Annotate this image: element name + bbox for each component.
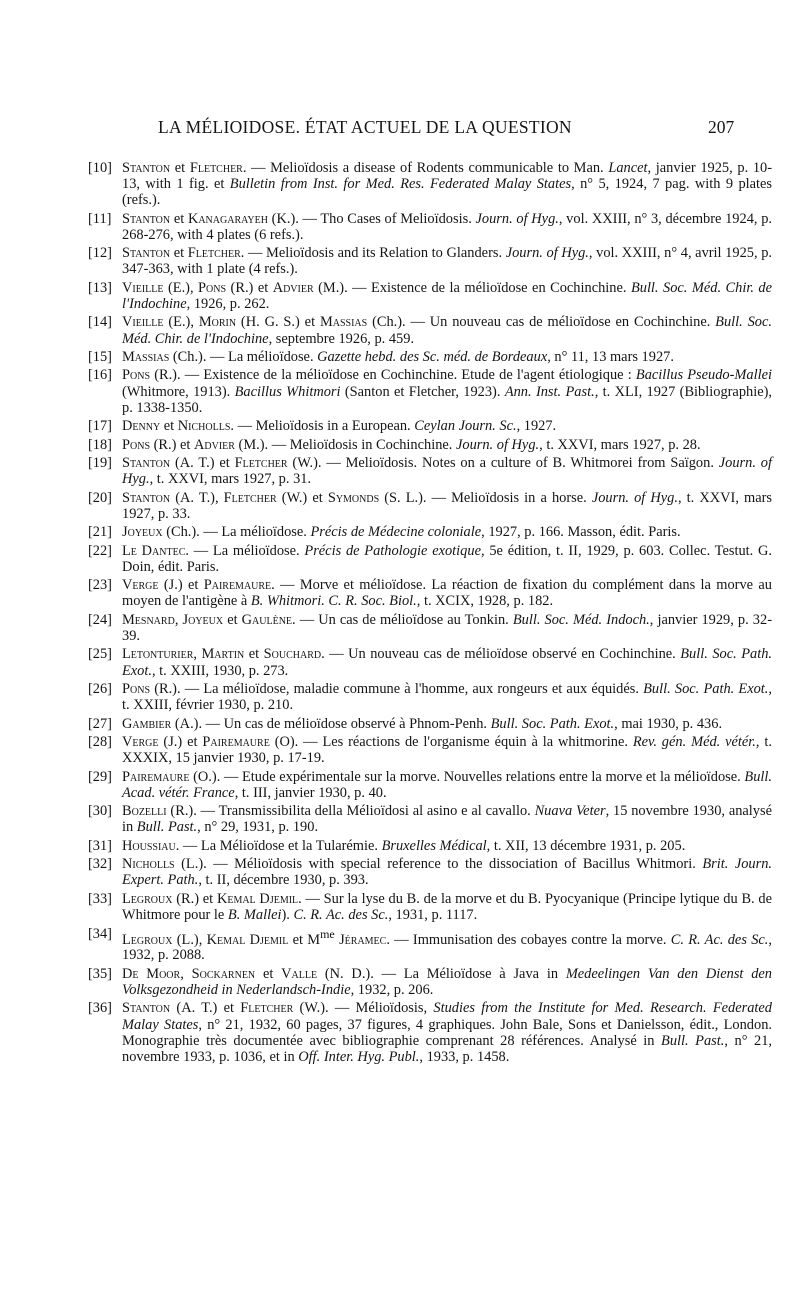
reference-entry <box>90 245 772 277</box>
author-name: Stanton <box>122 455 171 472</box>
author-name: Fletcher <box>240 1000 294 1017</box>
reference-number: [11] <box>88 210 112 227</box>
author-name: Pairemaure <box>203 577 272 594</box>
reference-text: (R.). — La mélioïdose, maladie commune à l'homme, aux rongeurs et aux équidés. <box>150 681 644 698</box>
publication-title: Nuava Veter <box>534 803 606 820</box>
reference-text: (N. D.). — La Mélioïdose à Java in <box>317 965 566 982</box>
author-name: Martin <box>201 646 245 663</box>
reference-text: et <box>255 965 282 982</box>
reference-text: , t. II, décembre 1930, p. 393. <box>198 872 369 889</box>
reference-number: [23] <box>88 577 112 594</box>
reference-number: [10] <box>88 160 112 176</box>
reference-number: [26] <box>88 681 112 698</box>
reference-text: (E.), <box>163 279 199 296</box>
reference-text: , mai 1930, p. 436. <box>614 715 723 732</box>
publication-title: Bull. Past. <box>136 819 198 836</box>
publication-title: Gazette hebd. des Sc. méd. de Bordeaux <box>317 348 548 365</box>
reference-text: (Whitmore, 1913). <box>122 383 235 400</box>
reference-entry <box>90 1000 772 1064</box>
author-name: Advier <box>193 436 235 453</box>
reference-text: (K.). — Tho Cases of Melioïdosis. <box>267 210 476 227</box>
publication-title: Journ. of Hyg. <box>122 455 772 488</box>
author-name: Advier <box>272 279 314 296</box>
reference-text: , 1932, p. 2088. <box>122 931 772 964</box>
author-name: Joyeux <box>182 611 224 628</box>
author-name: Kanagarayeh <box>187 210 268 227</box>
reference-entry <box>90 211 772 243</box>
author-name: Souchard <box>263 646 322 663</box>
page-number: 207 <box>708 117 735 137</box>
reference-text: . — La mélioïdose. <box>185 542 305 559</box>
reference-entry <box>90 314 772 346</box>
reference-number: [17] <box>88 418 112 435</box>
reference-entry <box>90 646 772 678</box>
author-name: Kemal Djemil <box>216 890 299 907</box>
publication-title: Bacillus Whitmori <box>234 383 341 400</box>
reference-text: (M.). — Existence de la mélioïdose en Cochinchine. <box>313 279 631 296</box>
reference-entry <box>90 524 772 540</box>
author-name: Nicholls <box>122 856 175 873</box>
publication-title: B. Mallei <box>227 907 282 924</box>
author-name: Valle <box>281 965 318 982</box>
reference-entry <box>90 838 772 854</box>
reference-number: [24] <box>88 611 112 628</box>
author-name: Bozelli <box>122 803 167 820</box>
publication-title: Journ. of Hyg. <box>505 245 589 262</box>
reference-text: . — Melioïdosis and its Relation to Glanders. <box>240 245 506 262</box>
reference-entry <box>90 543 772 575</box>
author-name: Mesnard <box>122 611 175 628</box>
reference-entry <box>90 681 772 713</box>
reference-number: [33] <box>88 890 112 907</box>
reference-text: . — Morve et mélioïdose. La réaction de fixation du complément dans la morve au moyen de l'antigène à <box>122 577 772 610</box>
publication-title: Off. Inter. Hyg. Publ. <box>298 1048 420 1065</box>
reference-number: [13] <box>88 279 112 296</box>
publication-title: Studies from the Institute for Med. Research. Federated Malay States <box>122 1000 772 1033</box>
author-name: Stanton <box>122 489 171 506</box>
publication-title: Bull. Acad. vétér. France <box>122 768 772 801</box>
reference-entry <box>90 577 772 609</box>
reference-text: (Ch.). — La mélioïdose. <box>169 348 318 365</box>
reference-text: , t. XXVI, mars 1927, p. 31. <box>149 471 312 488</box>
reference-text: , n° 21, novembre 1933, p. 1036, et in <box>122 1032 773 1065</box>
reference-text: et <box>170 210 188 227</box>
reference-text: , t. XXVI, mars 1927, p. 33. <box>122 489 773 522</box>
author-name: Morin <box>198 314 237 331</box>
author-name: Denny <box>122 418 161 435</box>
reference-text: (L.). — Mélioïdosis with special reference to the dissociation of Bacillus Whitmori. <box>174 856 703 873</box>
reference-list <box>90 160 772 1067</box>
superscript-text: me <box>320 926 335 941</box>
author-name: Fletcher <box>234 455 288 472</box>
reference-entry <box>90 349 772 365</box>
reference-text: , n° 21, 1932, 60 pages, 37 figures, 4 graphiques. John Bale, Sons et Danielsson, édit., London. Monographie très documentée avec bibliographie comprenant 28 références. Analysé in <box>122 1016 772 1049</box>
running-header <box>0 117 800 141</box>
publication-title: Journ. of Hyg. <box>455 436 540 453</box>
author-name: Stanton <box>122 160 171 176</box>
reference-number: [35] <box>88 965 112 982</box>
reference-text: , janvier 1925, p. 10-13, with 1 fig. et <box>122 160 772 193</box>
publication-title: Bull. Soc. Path. Exot. <box>643 681 769 698</box>
reference-entry <box>90 734 772 766</box>
author-name: Fletcher <box>189 160 243 176</box>
author-name: Pons <box>122 681 151 698</box>
reference-text: et M <box>288 931 321 948</box>
publication-title: Précis de Médecine coloniale <box>310 524 482 541</box>
reference-number: [34] <box>88 925 112 942</box>
reference-text: , <box>174 611 183 628</box>
reference-entry <box>90 280 772 312</box>
reference-text: , janvier 1929, p. 32-39. <box>122 611 772 644</box>
reference-number: [19] <box>88 455 112 472</box>
reference-text: (J.) et <box>158 577 204 594</box>
reference-entry <box>90 926 772 964</box>
reference-text: (R.) et <box>150 436 194 453</box>
reference-text: , t. XXVI, mars 1927, p. 28. <box>539 436 701 453</box>
reference-number: [30] <box>88 803 112 820</box>
publication-title: Bull. Soc. Path. Exot. <box>490 715 615 732</box>
reference-number: [16] <box>88 367 112 384</box>
publication-title: B. Whitmori. C. R. Soc. Biol. <box>250 593 417 610</box>
publication-title: Bulletin from Inst. for Med. Res. Federated Malay States <box>229 176 572 193</box>
reference-text: , 5e édition, t. II, 1929, p. 603. Collec. Testut. G. Doin, édit. Paris. <box>122 542 772 575</box>
author-name: Fletcher <box>223 489 277 506</box>
publication-title: Journ. of Hyg. <box>475 210 559 227</box>
publication-title: Bull. Past. <box>661 1032 725 1049</box>
reference-text: (W.). — Mélioïdosis, <box>293 1000 434 1017</box>
reference-number: [25] <box>88 646 112 663</box>
reference-text: . — La Mélioïdose et la Tularémie. <box>175 837 382 854</box>
publication-title: Rev. gén. Méd. vétér. <box>632 734 756 751</box>
reference-text: (J.) et <box>158 734 203 751</box>
reference-text: (R.) et <box>172 890 217 907</box>
reference-number: [20] <box>88 489 112 506</box>
reference-text: (O.). — Etude expérimentale sur la morve. Nouvelles relations entre la morve et la mélioïdose. <box>189 768 745 785</box>
author-name: Legroux <box>122 890 173 907</box>
reference-text: (R.). — Transmissibilita della Mélioïdosi al asino e al cavallo. <box>166 803 535 820</box>
author-name: Gambier <box>122 715 172 732</box>
reference-number: [28] <box>88 734 112 751</box>
reference-text: , 1931, p. 1117. <box>388 907 478 924</box>
reference-text: , septembre 1926, p. 459. <box>268 330 415 347</box>
running-title: LA MÉLIOIDOSE. ÉTAT ACTUEL DE LA QUESTION <box>158 117 572 137</box>
reference-text: , 1927, p. 166. Masson, édit. Paris. <box>481 524 681 541</box>
reference-text: (H. G. S.) et <box>236 314 320 331</box>
reference-text: , 1932, p. 206. <box>350 981 434 998</box>
author-name: Fletcher <box>187 245 241 262</box>
reference-text: , vol. XXIII, n° 3, décembre 1924, p. 268-276, with 4 plates (6 refs.). <box>122 210 772 243</box>
reference-entry <box>90 437 772 453</box>
author-name: Jéramec <box>339 931 387 948</box>
reference-text: . — Un cas de mélioïdose au Tonkin. <box>292 611 513 628</box>
reference-number: [27] <box>88 715 112 732</box>
publication-title: C. R. Ac. des Sc. <box>293 907 389 924</box>
reference-text: , t. XXIII, février 1930, p. 210. <box>122 681 772 714</box>
reference-entry <box>90 367 772 415</box>
reference-text: . — Sur la lyse du B. de la morve et du B. Pyocyanique (Principe lytique du B. de Whitmore pour le <box>122 890 772 924</box>
reference-text: , t. XII, 13 décembre 1931, p. 205. <box>486 837 686 854</box>
reference-text: , <box>193 646 202 663</box>
reference-text: , <box>180 965 192 982</box>
author-name: Pons <box>122 436 151 453</box>
reference-text: et <box>244 646 264 663</box>
author-name: Joyeux <box>122 524 163 541</box>
publication-title: C. R. Ac. des Sc. <box>670 931 769 948</box>
reference-number: [32] <box>88 856 112 873</box>
author-name: Stanton <box>122 245 171 262</box>
reference-text: . — Immunisation des cobayes contre la morve. <box>386 931 671 948</box>
reference-text: ). <box>281 907 294 924</box>
reference-entry <box>90 803 772 835</box>
author-name: Verge <box>122 577 159 594</box>
reference-text: . — Un nouveau cas de mélioïdose observé en Cochinchine. <box>321 646 681 663</box>
author-name: Letonturier <box>122 646 194 663</box>
reference-number: [15] <box>88 348 112 365</box>
reference-text: . — Melioïdosis a disease of Rodents communicable to Man. <box>242 160 609 176</box>
author-name: Pairemaure <box>202 734 270 751</box>
author-name: Pons <box>122 367 151 384</box>
publication-title: Bruxelles Médical <box>381 837 487 854</box>
reference-text: , 1933, p. 1458. <box>419 1048 510 1065</box>
reference-entry <box>90 716 772 732</box>
reference-text: (M.). — Melioïdosis in Cochinchine. <box>234 436 456 453</box>
reference-entry <box>90 418 772 434</box>
reference-text: , t. XLI, 1927 (Bibliographie), p. 1338-1350. <box>122 383 772 416</box>
publication-title: Ceylan Journ. Sc. <box>414 418 517 435</box>
reference-text: , t. XCIX, 1928, p. 182. <box>416 593 554 610</box>
reference-entry <box>90 612 772 644</box>
reference-text: (Ch.). — Un nouveau cas de mélioïdose en Cochinchine. <box>367 314 716 331</box>
reference-text: (Ch.). — La mélioïdose. <box>162 524 311 541</box>
publication-title: Journ. of Hyg. <box>591 489 678 506</box>
author-name: Massias <box>122 348 170 365</box>
author-name: Verge <box>122 734 159 751</box>
author-name: Stanton <box>122 1000 171 1017</box>
reference-text: , 1926, p. 262. <box>186 295 270 312</box>
reference-text: , n° 29, 1931, p. 190. <box>197 819 319 836</box>
reference-number: [29] <box>88 768 112 785</box>
reference-text: (R.). — Existence de la mélioïdose en Cochinchine. Etude de l'agent étiologique : <box>150 367 636 384</box>
reference-entry <box>90 490 772 522</box>
author-name: Symonds <box>327 489 380 506</box>
reference-number: [18] <box>88 436 112 453</box>
publication-title: Bacillus Pseudo-Mallei <box>635 367 772 384</box>
reference-entry <box>90 160 772 208</box>
author-name: Legroux <box>122 931 173 948</box>
author-name: Stanton <box>122 210 171 227</box>
publication-title: Bull. Soc. Méd. Chir. de l'Indochine <box>122 279 772 312</box>
reference-text: , n° 11, 13 mars 1927. <box>547 348 674 365</box>
author-name: Nicholls <box>177 418 231 435</box>
publication-title: Bull. Soc. Path. Exot. <box>122 646 772 679</box>
author-name: De Moor <box>122 965 181 982</box>
reference-text: , n° 5, 1924, 7 pag. with 9 plates (refs.). <box>122 176 773 209</box>
reference-text: (W.). — Melioïdosis. Notes on a culture of B. Whitmorei from Saïgon. <box>287 455 719 472</box>
reference-text: (O). — Les réactions de l'organisme équin à la whitmorine. <box>269 734 633 751</box>
reference-text: (L.), <box>172 931 207 948</box>
author-name: Vieille <box>122 314 164 331</box>
author-name: Le Dantec <box>122 542 186 559</box>
reference-text: (R.) et <box>226 279 273 296</box>
reference-text: (A.). — Un cas de mélioïdose observé à Phnom-Penh. <box>171 715 491 732</box>
author-name: Pons <box>198 279 227 296</box>
reference-text: (W.) et <box>276 489 328 506</box>
reference-text: et <box>223 611 242 628</box>
reference-entry <box>90 455 772 487</box>
author-name: Massias <box>319 314 368 331</box>
author-name: Pairemaure <box>122 768 190 785</box>
publication-title: Brit. Journ. Expert. Path. <box>122 856 772 889</box>
reference-text: (A. T.) et <box>170 455 235 472</box>
reference-text: et <box>170 245 188 262</box>
reference-number: [12] <box>88 245 112 262</box>
reference-text: , t. XXXIX, 15 janvier 1930, p. 17-19. <box>122 734 772 767</box>
reference-text: (S. L.). — Melioïdosis in a horse. <box>379 489 592 506</box>
reference-text: (A. T.), <box>170 489 224 506</box>
reference-entry <box>90 966 772 998</box>
publication-title: Bull. Soc. Méd. Chir. de l'Indochine <box>122 314 772 347</box>
reference-entry <box>90 769 772 801</box>
reference-text: et <box>170 160 190 176</box>
publication-title: Medeelingen Van den Dienst den Volksgezondheid in Nederlandsch-Indie <box>122 965 772 998</box>
author-name: Kemal Djemil <box>206 931 289 948</box>
reference-number: [14] <box>88 314 112 331</box>
reference-text: , 1927. <box>516 418 557 435</box>
reference-text: , vol. XXIII, n° 4, avril 1925, p. 347-363, with 1 plate (4 refs.). <box>122 245 772 278</box>
reference-number: [22] <box>88 542 112 559</box>
reference-text: (E.), <box>163 314 199 331</box>
author-name: Gaulène <box>241 611 293 628</box>
reference-text: . — Melioïdosis in a European. <box>230 418 415 435</box>
publication-title: Lancet <box>608 160 648 176</box>
author-name: Vieille <box>122 279 164 296</box>
reference-text: , t. III, janvier 1930, p. 40. <box>234 784 387 801</box>
reference-entry <box>90 891 772 923</box>
reference-number: [21] <box>88 524 112 541</box>
reference-number: [31] <box>88 837 112 854</box>
reference-text: , 15 novembre 1930, analysé in <box>122 803 772 836</box>
publication-title: Ann. Inst. Past. <box>504 383 595 400</box>
reference-text: (Santon et Fletcher, 1923). <box>340 383 505 400</box>
reference-text: (A. T.) et <box>170 1000 241 1017</box>
reference-number: [36] <box>88 1000 112 1017</box>
publication-title: Précis de Pathologie exotique <box>304 542 481 559</box>
reference-text: , t. XXIII, 1930, p. 273. <box>151 662 289 679</box>
author-name: Houssiau <box>122 837 176 854</box>
publication-title: Bull. Soc. Méd. Indoch. <box>512 611 650 628</box>
author-name: Sockarnen <box>191 965 256 982</box>
reference-entry <box>90 856 772 888</box>
reference-text: et <box>160 418 178 435</box>
